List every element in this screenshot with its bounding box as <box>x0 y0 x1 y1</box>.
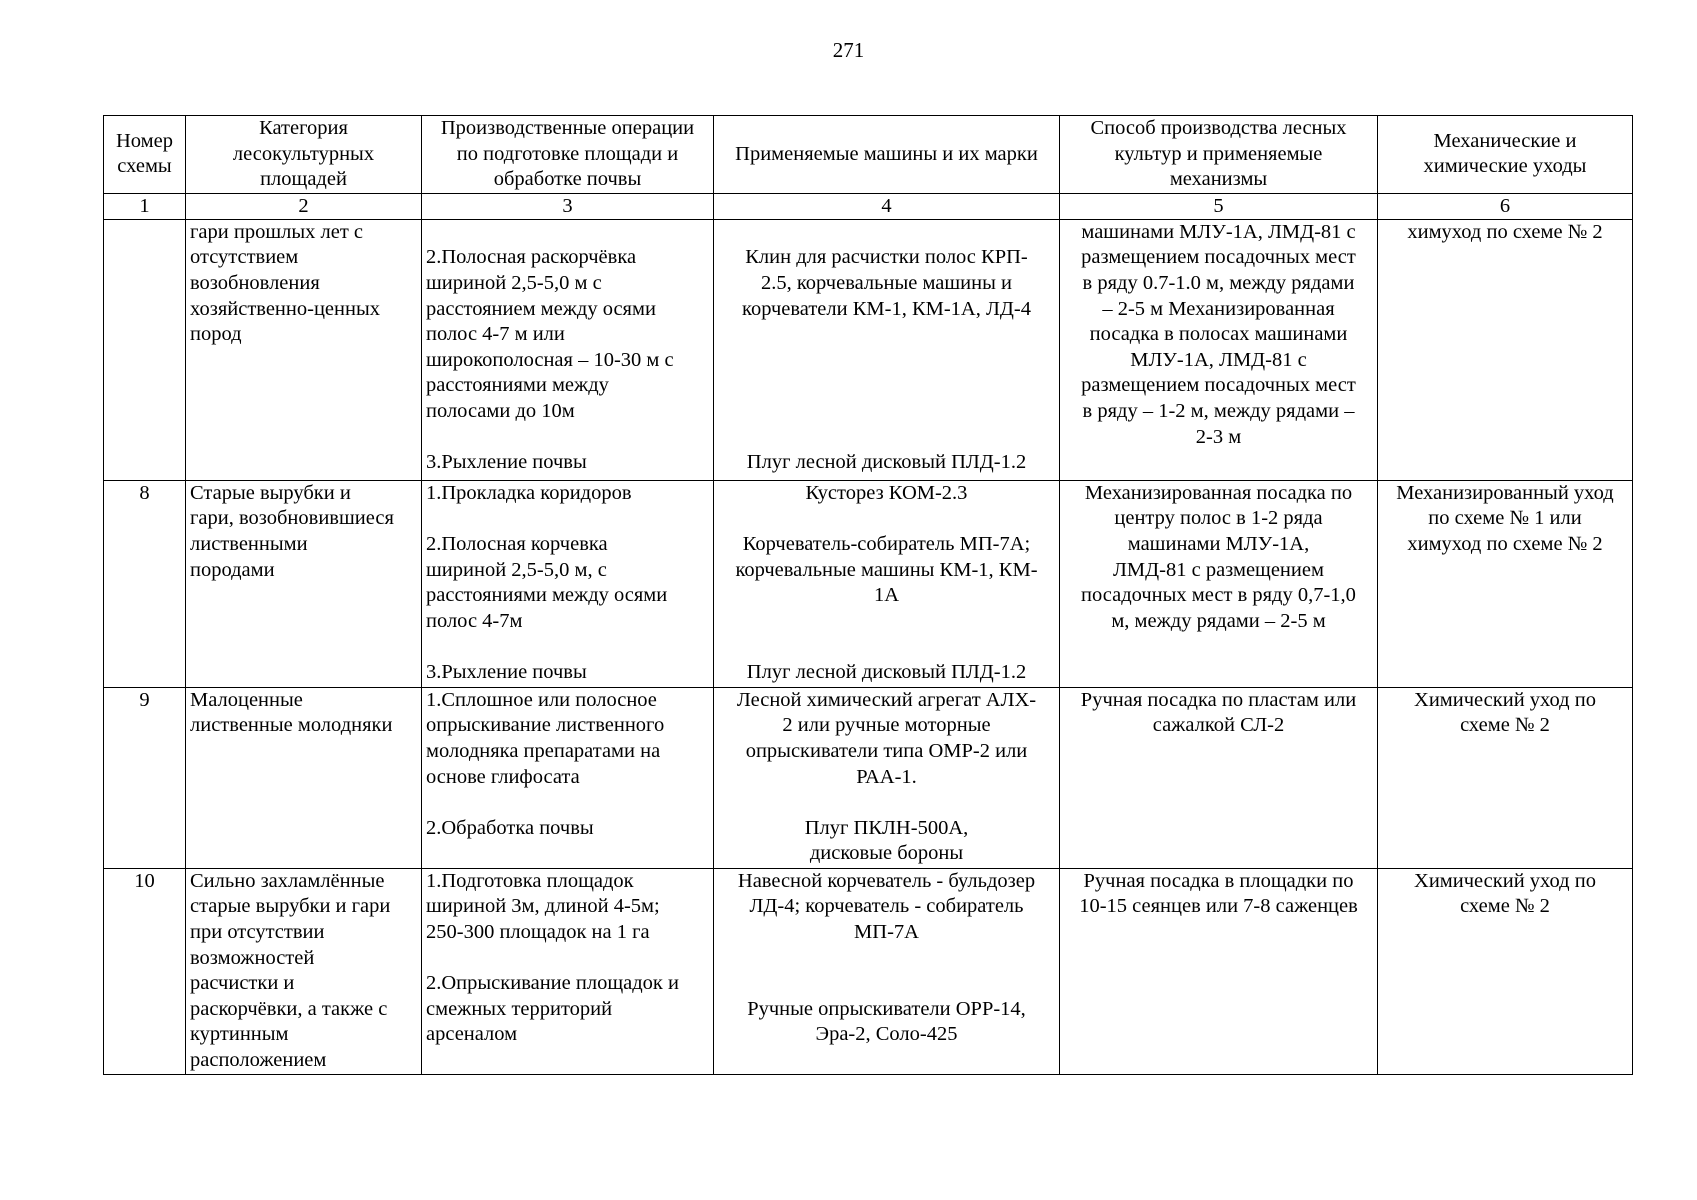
cell-scheme-number: 8 <box>104 480 186 687</box>
cell-machines: Лесной химический агрегат АЛХ- 2 или ручные моторные опрыскиватели типа ОМР-2 или РАА-1. Плуг ПКЛН-500А, дисковые бороны <box>714 687 1060 868</box>
cell-care: Химический уход по схеме № 2 <box>1378 868 1633 1074</box>
cell-method: Ручная посадка в площадки по 10-15 сеянцев или 7-8 саженцев <box>1060 868 1378 1074</box>
table-header-row <box>104 116 1633 194</box>
cell-scheme-number: 9 <box>104 687 186 868</box>
table-row <box>104 480 1633 687</box>
cell-operations: 1.Сплошное или полосное опрыскивание лиственного молодняка препаратами на основе глифосата 2.Обработка почвы <box>422 687 714 868</box>
table-row <box>104 219 1633 480</box>
column-number: 2 <box>186 193 422 219</box>
page-number: 271 <box>832 38 865 62</box>
table-row <box>104 687 1633 868</box>
cell-method: Ручная посадка по пластам или сажалкой СЛ-2 <box>1060 687 1378 868</box>
cell-machines: Навесной корчеватель - бульдозер ЛД-4; корчеватель - собиратель МП-7А Ручные опрыскиватели ОРР-14, Эра-2, Соло-425 <box>714 868 1060 1074</box>
cell-operations: 2.Полосная раскорчёвка шириной 2,5-5,0 м с расстоянием между осями полос 4-7 м или широкополосная – 10-30 м с расстояниями между полосами до 10м 3.Рыхление почвы <box>422 219 714 480</box>
forestry-schemes-table <box>103 115 1633 1075</box>
cell-care: химуход по схеме № 2 <box>1378 219 1633 480</box>
cell-care: Механизированный уход по схеме № 1 или химуход по схеме № 2 <box>1378 480 1633 687</box>
cell-care: Химический уход по схеме № 2 <box>1378 687 1633 868</box>
cell-operations: 1.Подготовка площадок шириной 3м, длиной 4-5м; 250-300 площадок на 1 га 2.Опрыскивание площадок и смежных территорий арсеналом <box>422 868 714 1074</box>
column-number: 5 <box>1060 193 1378 219</box>
cell-scheme-number: 10 <box>104 868 186 1074</box>
column-number: 1 <box>104 193 186 219</box>
cell-machines: Клин для расчистки полос КРП- 2.5, корчевальные машины и корчеватели КМ-1, КМ-1А, ЛД-4 Плуг лесной дисковый ПЛД-1.2 <box>714 219 1060 480</box>
header-operations: Производственные операции по подготовке площади и обработке почвы <box>422 116 714 194</box>
cell-machines: Кусторез КОМ-2.3 Корчеватель-собиратель МП-7А; корчевальные машины КМ-1, КМ- 1А Плуг лесной дисковый ПЛД-1.2 <box>714 480 1060 687</box>
cell-category: Малоценные лиственные молодняки <box>186 687 422 868</box>
cell-method: машинами МЛУ-1А, ЛМД-81 с размещением посадочных мест в ряду 0.7-1.0 м, между рядами – 2-5 м Механизированная посадка в полосах машинами МЛУ-1А, ЛМД-81 с размещением посадочных мест в ряду – 1-2 м, между рядами – 2-3 м <box>1060 219 1378 480</box>
column-number-row <box>104 193 1633 219</box>
column-number: 6 <box>1378 193 1633 219</box>
cell-category: Старые вырубки и гари, возобновившиеся лиственными породами <box>186 480 422 687</box>
cell-category: Сильно захламлённые старые вырубки и гари при отсутствии возможностей расчистки и раскорчёвки, а также с куртинным расположением <box>186 868 422 1074</box>
cell-category: гари прошлых лет с отсутствием возобновления хозяйственно-ценных пород <box>186 219 422 480</box>
header-machines: Применяемые машины и их марки <box>714 116 1060 194</box>
cell-method: Механизированная посадка по центру полос в 1-2 ряда машинами МЛУ-1А, ЛМД-81 с размещением посадочных мест в ряду 0,7-1,0 м, между рядами – 2-5 м <box>1060 480 1378 687</box>
column-number: 4 <box>714 193 1060 219</box>
cell-scheme-number <box>104 219 186 480</box>
cell-operations: 1.Прокладка коридоров 2.Полосная корчевка шириной 2,5-5,0 м, с расстояниями между осями полос 4-7м 3.Рыхление почвы <box>422 480 714 687</box>
header-method: Способ производства лесных культур и применяемые механизмы <box>1060 116 1378 194</box>
header-scheme-number: Номер схемы <box>104 116 186 194</box>
header-care: Механические и химические уходы <box>1378 116 1633 194</box>
column-number: 3 <box>422 193 714 219</box>
table-row <box>104 868 1633 1074</box>
header-category: Категория лесокультурных площадей <box>186 116 422 194</box>
